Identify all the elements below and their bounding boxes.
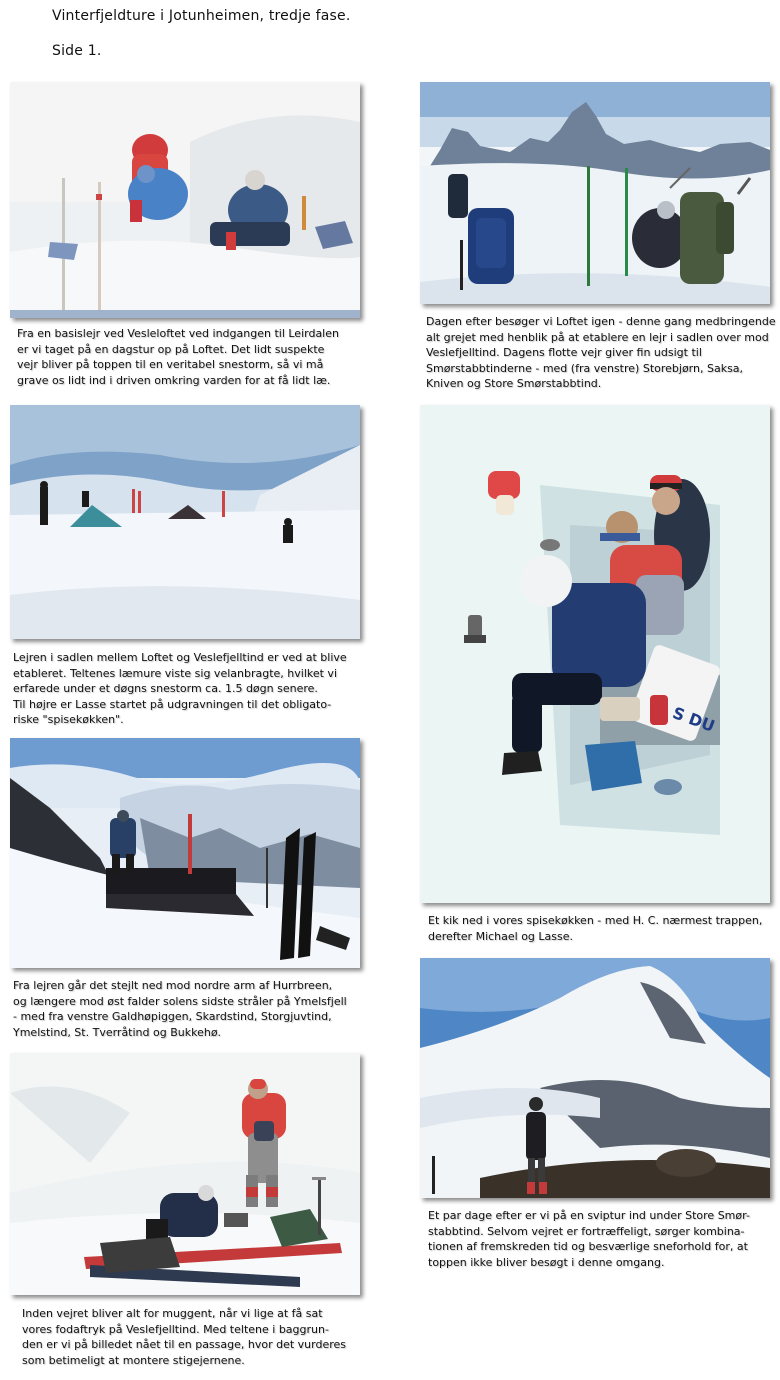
photo-snow-kitchen: [420, 405, 770, 903]
page-title: Vinterfjeldture i Jotunheimen, tredje fase.: [52, 8, 351, 24]
caption-photo-4: Et kik ned i vores spisekøkken - med H. C. nærmest trappen, derefter Michael og Lasse.: [428, 914, 763, 943]
caption-photo-2: Dagen efter besøger vi Loftet igen - denne gang medbringende alt grejet med henblik på at etablere en lejr i sadlen over mod Veslefjelltind. Dagens flotte vejr giver fin udsigt til Smørstabbtinderne - med (fra venstre) Storebjørn, Saksa, Kniven og Store Smørstabbtind.: [426, 315, 776, 390]
caption-photo-3: Lejren i sadlen mellem Loftet og Veslefjelltind er ved at blive etableret. Teltenes læmure viste sig velanbragte, hvilket vi erfarede under et døgns snestorm ca. 1.5 døgn senere. Til højre er Lasse startet på udgravningen til det obligato- riske "spisekøkken".: [13, 651, 347, 726]
page-number: Side 1.: [52, 43, 102, 59]
photo-hurrbreen-view: [10, 738, 360, 968]
caption-photo-1: Fra en basislejr ved Vesleloftet ved indgangen til Leirdalen er vi taget på en dagstur op på Loftet. Det lidt suspekte vejr bliver på toppen til en veritabel snestorm, så vi må grave os lidt ind i driven omkring varden for at få lidt læ.: [17, 327, 339, 387]
caption-photo-6: Et par dage efter er vi på en sviptur ind under Store Smør- stabbtind. Selvom vejret er fortræffeligt, sørger kombina- tionen af fremskreden tid og besværlige sneforhold for, at toppen ikke bliver besøgt i denne omgang.: [428, 1209, 750, 1269]
photo-snowstorm-cairn: [10, 82, 360, 318]
photo-crampons-veslefjelltind: [10, 1053, 360, 1295]
caption-photo-7: Inden vejret bliver alt for muggent, når vi lige at få sat vores fodaftryk på Veslefjelltind. Med teltene i baggrun- den er vi på billedet nået til en passage, hvor det vurderes som betimeligt at montere stigejernene.: [22, 1307, 347, 1367]
photo-store-smorstabbtind: [420, 958, 770, 1198]
caption-photo-5: Fra lejren går det stejlt ned mod nordre arm af Hurrbreen, og længere mod øst falder solens sidste stråler på Ymelsfjell - med fra venstre Galdhøpiggen, Skardstind, Storgjuvtind, Ymelstind, St. Tverråtind og Bukkehø.: [13, 979, 347, 1039]
photo-packs-smorstabbtinderne: [420, 82, 770, 304]
photo-camp-saddle: [10, 405, 360, 639]
bag-lettering: S DU: [670, 703, 718, 736]
